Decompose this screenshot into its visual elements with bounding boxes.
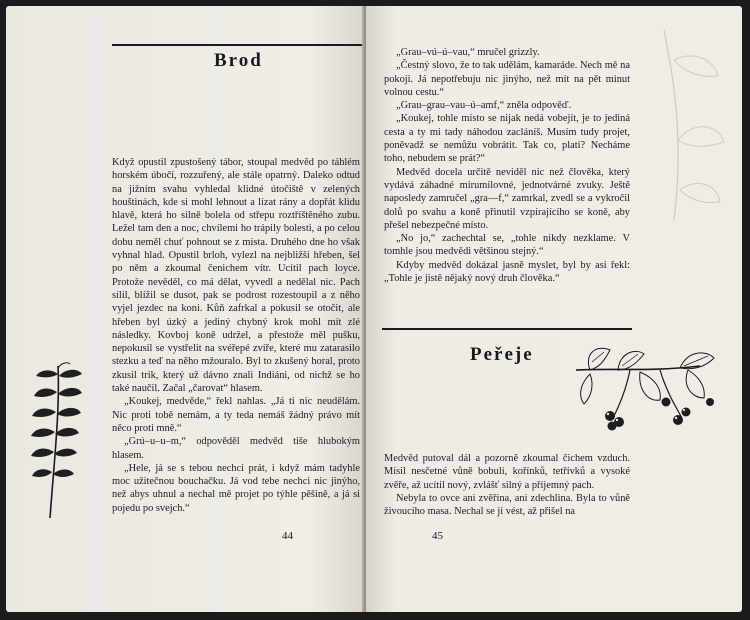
text-block <box>384 452 630 518</box>
fern-sprig-icon <box>24 362 90 522</box>
paragraph: Nebyla to ovce ani zvěřina, ani zdechlina. Byla to vůně živoucího masa. Nechal se jí vést, až přišel na <box>384 492 630 518</box>
paragraph: Když opustil zpustošený tábor, stoupal medvěd po táhlém horském úbočí, rozzuřený, ale stále opatrný. Daleko odtud na jižním svahu vyhledal klidné útočiště v zelených houštinách, kde si mohl lehnout a lízat rány a dopřát klidu hlavě, která ho silně bolela od střepu roztříštěného zubu. Ležel tam den a noc, chvílemi ho trápily bolesti, a po celou dobu neměl chuť pohnout se z místa. Druhého dne ho však vyhnal hlad. Opustil brloh, vylezl na nejbližší hřeben, šel po něm a zkoumal čenichem vítr. Ucítil pach loyce. Protože nevěděl, co má dělat, vyvedl a nedělal nic. Pach sílil, blížil se dusot, pak se podrost rozestoupil a z něho vyjel jezdec na koni. Kůň zafrkal a pokusil se otočit, ale hřeben byl úzký a jediný chybný krok mohl mít zlé následky. Kovboj koně udržel, a přestože měl pušku, nepokusil se vystřelit na svéřepé zvíře, které mu zatarasilo stezku a teď na něho mžouralo. Byl to zkušený horal, proto zkusil trik, který už dávno znali Indiáni, od nichž se ho také naučil. Začal „čarovat“ hlasem. <box>112 157 360 395</box>
paragraph: „Hele, já se s tebou nechci prát, i když mám tadyhle moc užitečnou bouchačku. Já vod tebe nechci nic jinýho, než abys uhnul a nechal mě projet po týhle pěšině, a já si pojedu po svejch.“ <box>112 462 360 514</box>
paragraph: Medvěd docela určitě neviděl nic než člověka, který vydává záhadné mírumilovné, jednotvárné zvuky. Ještě naposledy zamručel „gra––f,“ zamrkal, zvedl se a vykročil dolů po svahu a koně přinutil vzpírajícího se koně, aby přešel nebezpečné místo. <box>384 166 630 231</box>
paragraph: „Čestný slovo, že to tak udělám, kamaráde. Nech mě na pokoji. Já nepotřebuju nic jinýho, než mít na pět minut volnou cestu.“ <box>384 60 630 98</box>
chapter-title: Peřeje <box>470 344 534 365</box>
text-block <box>112 156 360 515</box>
chapter-rule <box>382 328 632 330</box>
paragraph: „No jo,“ zachechtal se, „tohle nikdy nezklame. V tomhle jsou medvědi většinou stejný.“ <box>384 233 630 258</box>
berry-branch-icon <box>570 340 720 450</box>
paragraph: „Grau–grau–vau–ú–amf,“ zněla odpověď. <box>396 100 572 112</box>
chapter-title: Brod <box>214 50 263 71</box>
right-page <box>366 6 742 612</box>
paragraph: Kdyby medvěd dokázal jasně myslet, byl by asi řekl: „Tohle je jistě nějaký nový druh člověka.“ <box>384 259 630 285</box>
paragraph: „Grú–u–u–m,“ odpověděl medvěd tiše hlubokým hlasem. <box>112 436 360 461</box>
paragraph: Medvěd putoval dál a pozorně zkoumal čichem vzduch. Mísil nesčetné vůně bobulí, kořínků, tetřívků a vysoké zvěře, až ucítil nový, zvlášť silný a příjemný pach. <box>384 453 630 491</box>
paragraph: „Koukej, tohle místo se nijak nedá vobejít, je to jediná cesta a ty mi tady náhodou zacláníš. Musím tudy projet, poněvadž se nemůžu vobrátit. Tak co, platí? Necháme toho, nebudem se prát?“ <box>384 113 630 165</box>
left-page <box>6 6 364 612</box>
page-number: 45 <box>432 530 443 542</box>
chapter-rule <box>112 44 364 46</box>
page-number: 44 <box>282 530 293 542</box>
paragraph: „Koukej, medvěde,“ řekl nahlas. „Já ti nic neudělám. Nic proti tobě nemám, a ty teda nemáš žádný právo mít něco proti mně.“ <box>112 396 360 434</box>
show-through-illustration <box>634 20 734 320</box>
paragraph: „Grau–vú–ú–vau,“ mručel grizzly. <box>396 47 540 58</box>
text-block <box>384 46 630 285</box>
